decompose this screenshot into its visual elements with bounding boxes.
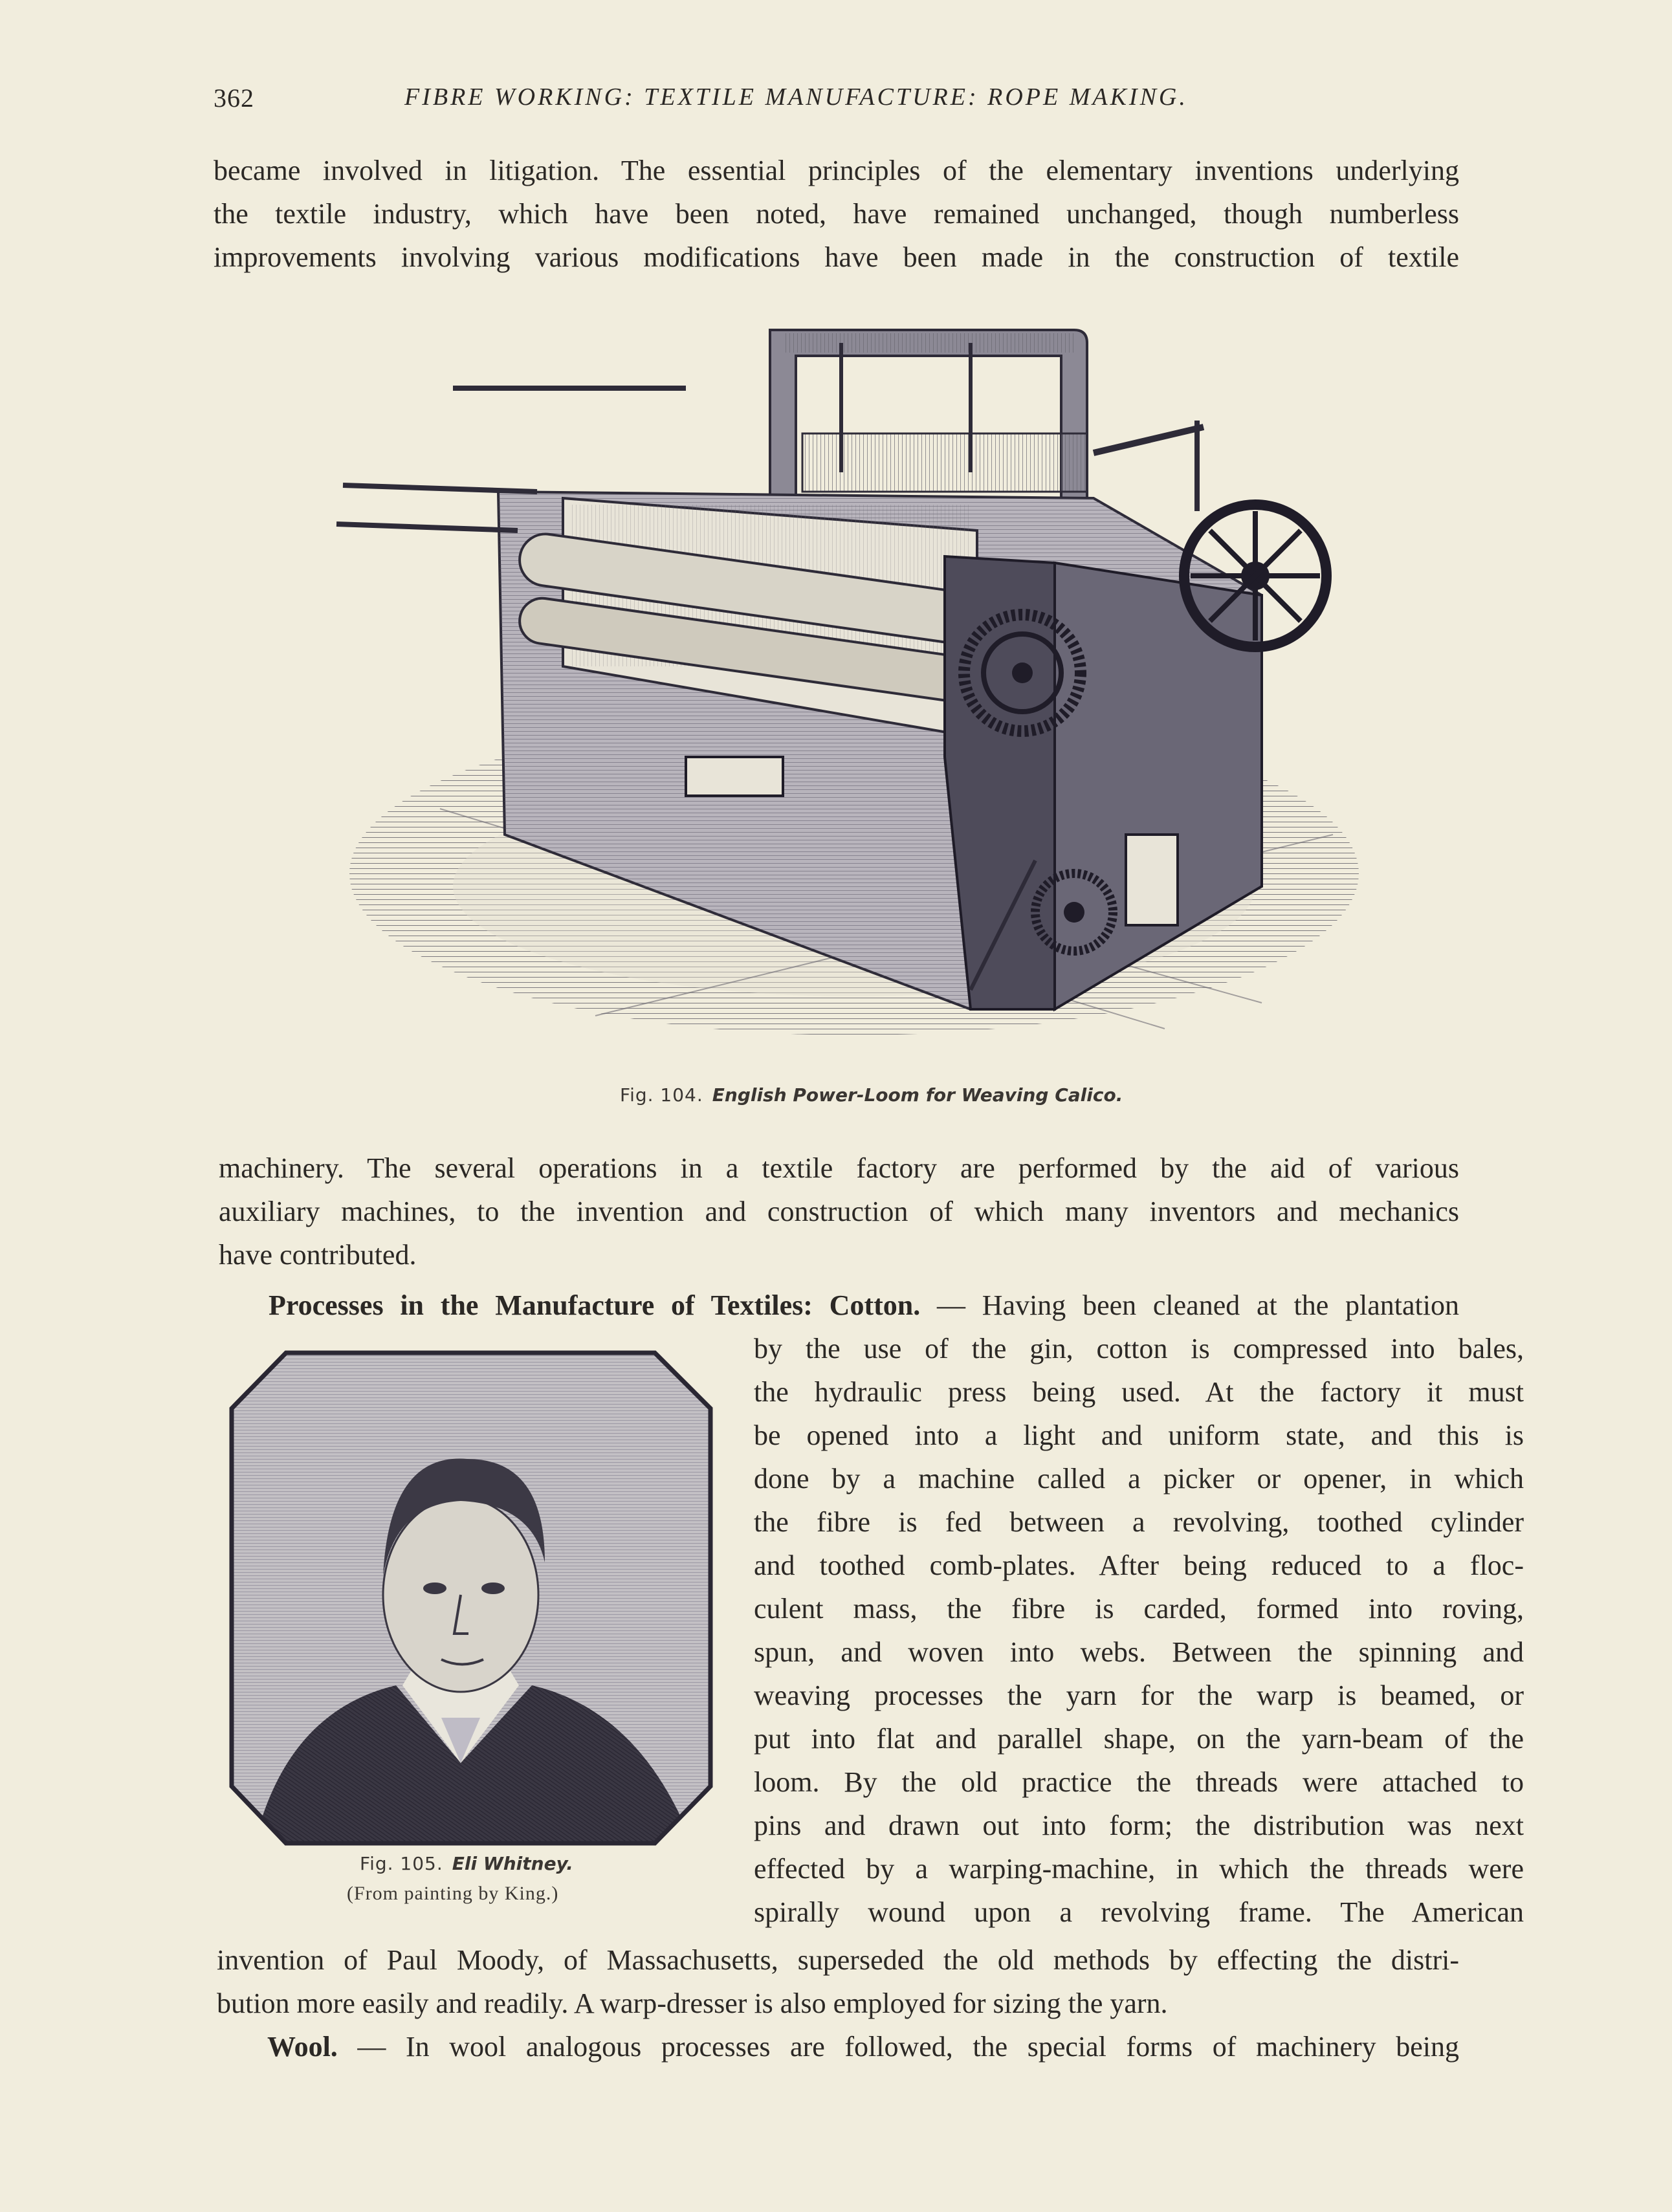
text-line: the hydraulic press being used. At the factory it must xyxy=(754,1376,1524,1408)
section-heading: Wool. xyxy=(267,2031,338,2063)
text-run: In wool analogous processes are followed, the special forms of machinery being xyxy=(406,2031,1460,2063)
text-line: spun, and woven into webs. Between the spinning and xyxy=(754,1636,1524,1668)
text-line: pins and drawn out into form; the distribution was next xyxy=(754,1810,1524,1841)
text-line: machinery. The several operations in a textile factory are performed by the aid of various xyxy=(219,1152,1459,1184)
text-line: effected by a warping-machine, in which the threads were xyxy=(754,1853,1524,1885)
running-head: FIBRE WORKING: TEXTILE MANUFACTURE: ROPE MAKING. xyxy=(404,83,1188,111)
page-header xyxy=(214,83,1501,122)
text-line: spirally wound upon a revolving frame. The American xyxy=(754,1896,1524,1928)
text-line: have contributed. xyxy=(219,1239,417,1271)
text-line: the textile industry, which have been noted, have remained unchanged, though numberless xyxy=(214,198,1459,230)
cotton-wrapped-text xyxy=(754,1327,1524,1934)
text-line: be opened into a light and uniform state, and this is xyxy=(754,1419,1524,1451)
text-line: became involved in litigation. The essential principles of the elementary inventions underlying xyxy=(214,155,1459,186)
figure-title: Eli Whitney. xyxy=(452,1853,573,1874)
text-line: culent mass, the fibre is carded, formed into roving, xyxy=(754,1593,1524,1625)
text-line: weaving processes the yarn for the warp is beamed, or xyxy=(754,1680,1524,1711)
cotton-section-first-line xyxy=(269,1284,1459,1327)
cotton-continuation xyxy=(217,1938,1459,2025)
figure-number: Fig. 104. xyxy=(620,1084,703,1106)
wool-section-line xyxy=(267,2025,1459,2068)
text-line xyxy=(269,1284,1459,1327)
text-run: Having been cleaned at the plantation xyxy=(982,1289,1460,1321)
em-dash: — xyxy=(920,1289,982,1321)
machinery-paragraph xyxy=(219,1146,1459,1276)
figure-title: English Power-Loom for Weaving Calico. xyxy=(712,1084,1123,1106)
figure-104-caption xyxy=(620,1084,1123,1106)
text-line: done by a machine called a picker or opener, in which xyxy=(754,1463,1524,1495)
text-line: loom. By the old practice the threads were attached to xyxy=(754,1766,1524,1798)
text-line: the fibre is fed between a revolving, toothed cylinder xyxy=(754,1506,1524,1538)
power-loom-illustration xyxy=(324,304,1411,1080)
eli-whitney-portrait xyxy=(228,1349,714,1847)
text-line: auxiliary machines, to the invention and construction of which many inventors and mechanics xyxy=(219,1196,1459,1227)
text-line: and toothed comb-plates. After being reduced to a floc- xyxy=(754,1549,1524,1581)
figure-105-caption xyxy=(360,1853,573,1874)
text-line: by the use of the gin, cotton is compressed into bales, xyxy=(754,1333,1524,1364)
text-line: put into flat and parallel shape, on the yarn-beam of the xyxy=(754,1723,1524,1755)
text-line xyxy=(267,2025,1459,2068)
figure-105-credit: (From painting by King.) xyxy=(347,1883,559,1904)
text-line: bution more easily and readily. A warp-dresser is also employed for sizing the yarn. xyxy=(217,1988,1168,2019)
em-dash: — xyxy=(337,2031,406,2063)
figure-number: Fig. 105. xyxy=(360,1853,443,1874)
text-line: improvements involving various modifications have been made in the construction of textile xyxy=(214,241,1459,273)
page-number: 362 xyxy=(214,83,254,113)
intro-paragraph xyxy=(214,149,1459,279)
section-heading: Processes in the Manufacture of Textiles: Cotton. xyxy=(269,1289,921,1321)
text-line: invention of Paul Moody, of Massachusetts, superseded the old methods by effecting the distri- xyxy=(217,1944,1459,1976)
